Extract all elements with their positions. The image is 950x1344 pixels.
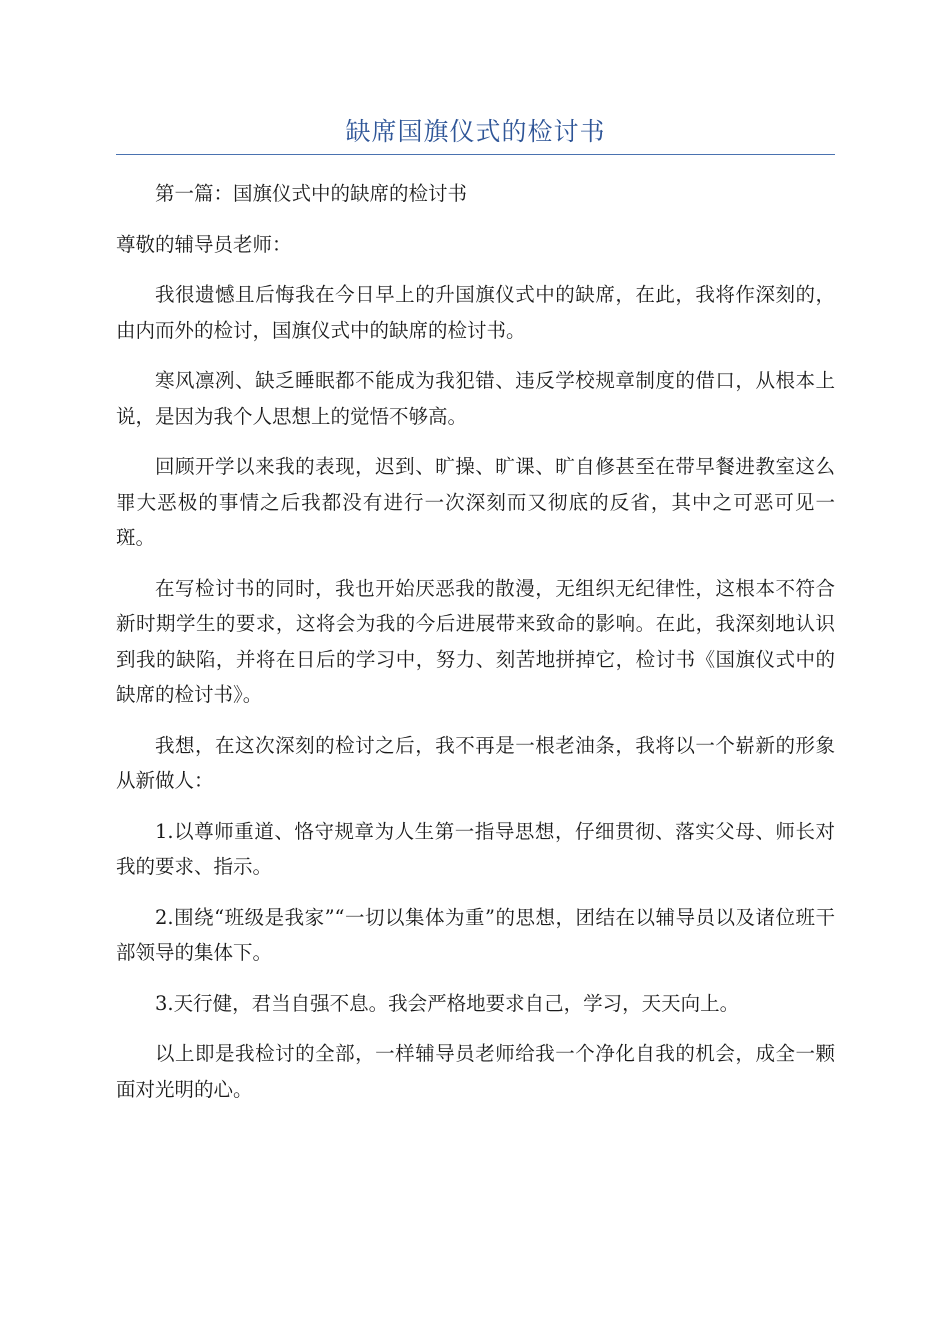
- paragraph: 回顾开学以来我的表现，迟到、旷操、旷课、旷自修甚至在带早餐进教室这么罪大恶极的事情之后我都没有进行一次深刻而又彻底的反省，其中之可恶可见一斑。: [116, 455, 835, 549]
- salutation: 尊敬的辅导员老师：: [116, 232, 292, 256]
- paragraph: 寒风凛冽、缺乏睡眠都不能成为我犯错、违反学校规章制度的借口，从根本上说，是因为我个人思想上的觉悟不够高。: [116, 369, 835, 428]
- list-item: 2.围绕“班级是我家”“一切以集体为重”的思想，团结在以辅导员以及诸位班干部领导的集体下。: [116, 905, 835, 964]
- closing-paragraph: 以上即是我检讨的全部，一样辅导员老师给我一个净化自我的机会，成全一颗面对光明的心。: [116, 1042, 835, 1101]
- document-subtitle: 第一篇：国旗仪式中的缺席的检讨书: [155, 182, 468, 205]
- title-underline: [116, 154, 835, 155]
- list-item: 3.天行健，君当自强不息。我会严格地要求自己，学习，天天向上。: [155, 991, 740, 1015]
- document-body: [116, 176, 835, 1122]
- paragraph: 我很遗憾且后悔我在今日早上的升国旗仪式中的缺席，在此，我将作深刻的，由内而外的检讨，国旗仪式中的缺席的检讨书。: [116, 283, 835, 342]
- paragraph: 在写检讨书的同时，我也开始厌恶我的散漫，无组织无纪律性，这根本不符合新时期学生的要求，这将会为我的今后进展带来致命的影响。在此，我深刻地认识到我的缺陷，并将在日后的学习中，努力、刻苦地拼掉它，检讨书《国旗仪式中的缺席的检讨书》。: [116, 576, 835, 706]
- paragraph: 我想，在这次深刻的检讨之后，我不再是一根老油条，我将以一个崭新的形象从新做人：: [116, 733, 835, 792]
- document-title: 缺席国旗仪式的检讨书: [345, 117, 606, 146]
- list-item: 1.以尊师重道、恪守规章为人生第一指导思想，仔细贯彻、落实父母、师长对我的要求、指示。: [116, 819, 835, 878]
